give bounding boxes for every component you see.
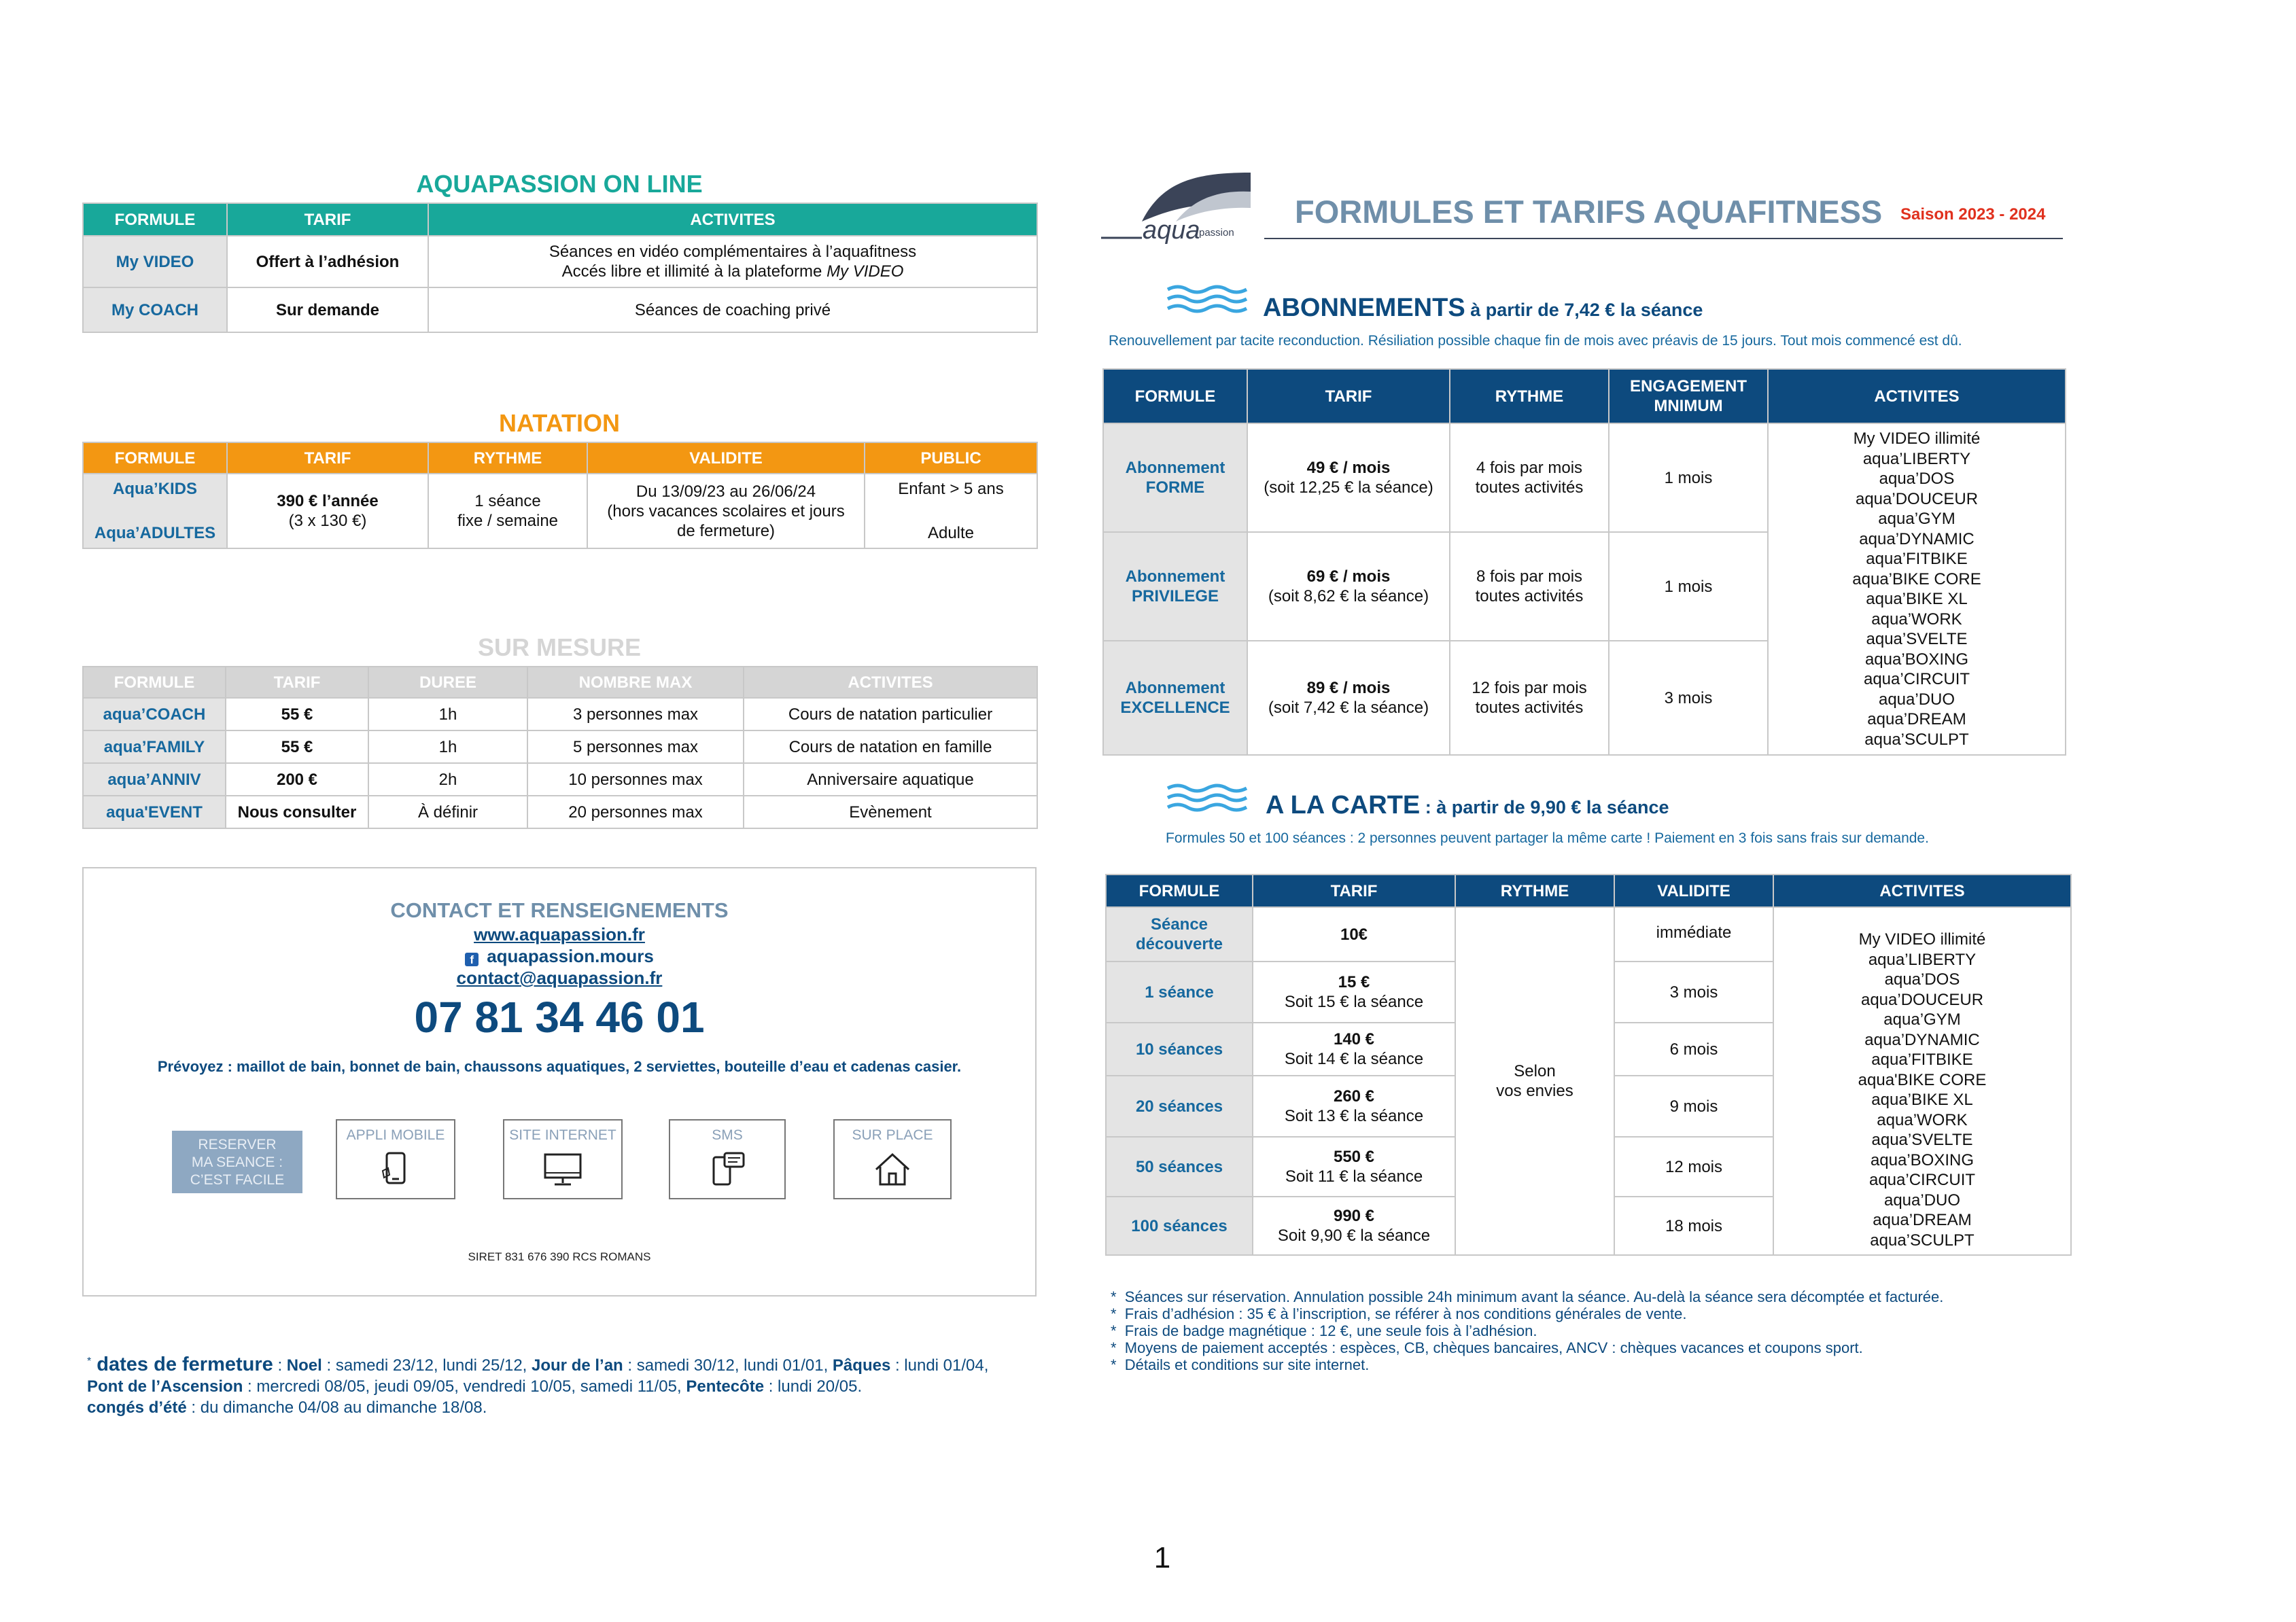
- footnote-text: Détails et conditions sur site internet.: [1124, 1356, 1370, 1373]
- carte-tarif: [1253, 1197, 1455, 1255]
- fermeture-noel: Noel: [286, 1356, 322, 1375]
- carte-validite: 6 mois: [1614, 1023, 1773, 1076]
- surmesure-header: FORMULE: [83, 667, 226, 698]
- surmesure-header: DUREE: [368, 667, 527, 698]
- table-row: [83, 698, 1037, 730]
- waves-icon: [1166, 783, 1248, 814]
- tile-sur-place[interactable]: [833, 1119, 952, 1199]
- surmesure-duree: 2h: [368, 763, 527, 796]
- surmesure-nombre: 20 personnes max: [527, 796, 744, 828]
- abonnement-formule: [1103, 532, 1247, 641]
- online-header-activites: ACTIVITES: [428, 203, 1037, 236]
- fermeture-jour-value: : samedi 30/12, lundi 01/01,: [623, 1356, 833, 1375]
- carte-tarif: [1253, 1023, 1455, 1076]
- carte-tarif-main: 140 €: [1333, 1030, 1375, 1048]
- carte-tarif: 10€: [1253, 907, 1455, 962]
- abonnement-tarif-sub: (soit 12,25 € la séance): [1264, 478, 1433, 497]
- table-row: [83, 236, 1037, 287]
- activity-item: My VIDEO illimité: [1853, 429, 1981, 448]
- abonnements-header: TARIF: [1247, 369, 1450, 423]
- natation-rythme-line: fixe / semaine: [457, 512, 559, 530]
- abonnement-rythme-line: toutes activités: [1475, 699, 1584, 717]
- activity-item: aqua’SVELTE: [1866, 630, 1968, 648]
- email-link[interactable]: contact@aquapassion.fr: [456, 968, 663, 988]
- online-act-italic: My VIDEO: [827, 262, 904, 281]
- abonnements-header-line: MNIMUM: [1654, 397, 1723, 415]
- abonnement-engagement: 1 mois: [1609, 423, 1768, 532]
- online-act-line: Séances en vidéo complémentaires à l’aquafitness: [549, 243, 917, 261]
- activity-item: aqua’DOS: [1879, 470, 1955, 488]
- fermeture-label: dates de fermeture: [91, 1354, 273, 1375]
- carte-rythme: [1455, 907, 1614, 1255]
- table-row: [83, 474, 1037, 548]
- siret-text: SIRET 831 676 390 RCS ROMANS: [468, 1250, 651, 1263]
- activity-item: aqua’WORK: [1877, 1110, 1968, 1129]
- carte-title: A LA CARTE: [1266, 791, 1421, 819]
- natation-header: PUBLIC: [865, 442, 1037, 474]
- online-activites: [428, 236, 1037, 287]
- carte-tarif-main: 990 €: [1333, 1207, 1375, 1225]
- activity-item: aqua’DYNAMIC: [1859, 529, 1975, 548]
- abonnement-rythme-line: toutes activités: [1475, 478, 1584, 497]
- abonnement-engagement: 1 mois: [1609, 532, 1768, 641]
- natation-tarif-main: 390 € l’année: [277, 492, 379, 510]
- abonnement-activites: [1768, 423, 2066, 755]
- surmesure-formule: aqua'EVENT: [83, 796, 226, 828]
- activity-item: aqua’GYM: [1883, 1010, 1961, 1029]
- abonnement-rythme-line: toutes activités: [1475, 587, 1584, 605]
- activity-item: aqua'BIKE CORE: [1858, 1070, 1987, 1089]
- carte-subtitle: : à partir de 9,90 € la séance: [1420, 797, 1669, 817]
- footnote-text: Frais de badge magnétique : 12 €, une seule fois à l’adhésion.: [1124, 1322, 1537, 1339]
- sms-icon: [707, 1150, 748, 1188]
- carte-tarif: [1253, 1076, 1455, 1137]
- carte-formule: 20 séances: [1106, 1076, 1253, 1137]
- natation-validite-line: (hors vacances scolaires et jours: [607, 501, 845, 521]
- natation-header: FORMULE: [83, 442, 227, 474]
- carte-tarif-main: 15 €: [1338, 973, 1370, 991]
- fermeture-text: [87, 1351, 998, 1418]
- carte-validite: 18 mois: [1614, 1197, 1773, 1255]
- surmesure-tarif: 200 €: [226, 763, 368, 796]
- abonnement-engagement: 3 mois: [1609, 641, 1768, 755]
- abonnement-formule: [1103, 641, 1247, 755]
- activity-item: aqua’LIBERTY: [1868, 950, 1977, 969]
- natation-rythme-line: 1 séance: [474, 492, 541, 510]
- abonnement-rythme: [1450, 641, 1609, 755]
- abonnements-header: RYTHME: [1450, 369, 1609, 423]
- fermeture-pentecote: Pentecôte: [686, 1377, 765, 1396]
- abonnement-formule-line: Abonnement: [1125, 679, 1225, 697]
- footnote: * Moyens de paiement acceptés : espèces, CB, chèques bancaires, ANCV : chèques vacances et coupons sport.: [1111, 1339, 1863, 1356]
- fermeture-ascension: Pont de l’Ascension: [87, 1377, 243, 1396]
- abonnement-formule-line: EXCELLENCE: [1120, 699, 1230, 717]
- fermeture-paques-value: : lundi 01/04,: [890, 1356, 989, 1375]
- natation-validite: [587, 474, 865, 548]
- facebook-link[interactable]: aquapassion.mours: [487, 946, 654, 966]
- surmesure-activites: Cours de natation en famille: [744, 730, 1037, 763]
- activity-item: aqua’BOXING: [1870, 1150, 1975, 1169]
- smartphone-icon: [379, 1150, 413, 1188]
- carte-header: RYTHME: [1455, 875, 1614, 907]
- carte-formule: 1 séance: [1106, 962, 1253, 1023]
- fermeture-pentecote-value: : lundi 20/05.: [764, 1377, 863, 1396]
- online-activites: Séances de coaching privé: [428, 287, 1037, 332]
- surmesure-header: ACTIVITES: [744, 667, 1037, 698]
- carte-header: TARIF: [1253, 875, 1455, 907]
- online-header-tarif: TARIF: [227, 203, 428, 236]
- carte-table: [1105, 874, 2072, 1256]
- abonnement-tarif: [1247, 641, 1450, 755]
- footnote: * Séances sur réservation. Annulation possible 24h minimum avant la séance. Au-delà la séance sera décomptée et facturée.: [1111, 1288, 1944, 1305]
- abonnement-formule-line: Abonnement: [1125, 459, 1225, 477]
- footnote: * Détails et conditions sur site internet.: [1111, 1356, 1370, 1373]
- abonnements-title: ABONNEMENTS: [1263, 294, 1465, 322]
- online-formule: My VIDEO: [83, 236, 227, 287]
- tile-label: SUR PLACE: [852, 1127, 933, 1143]
- carte-note: Formules 50 et 100 séances : 2 personnes peuvent partager la même carte ! Paiement en 3 fois sans frais sur demande.: [1166, 830, 1929, 846]
- fermeture-sep: :: [273, 1356, 287, 1375]
- home-icon: [872, 1150, 913, 1188]
- activity-item: aqua’DREAM: [1867, 710, 1966, 728]
- phone-number[interactable]: 07 81 34 46 01: [414, 993, 705, 1042]
- surmesure-tarif: 55 €: [226, 730, 368, 763]
- carte-validite: 12 mois: [1614, 1137, 1773, 1197]
- activity-item: My VIDEO illimité: [1858, 930, 1986, 949]
- carte-header: FORMULE: [1106, 875, 1253, 907]
- surmesure-activites: Cours de natation particulier: [744, 698, 1037, 730]
- abonnements-note: Renouvellement par tacite reconduction. Résiliation possible chaque fin de mois avec préavis de 15 jours. Tout mois commencé est dû.: [1109, 333, 1962, 349]
- footnote: * Frais de badge magnétique : 12 €, une seule fois à l’adhésion.: [1111, 1322, 1537, 1339]
- carte-tarif-main: 260 €: [1333, 1087, 1375, 1106]
- carte-formule-line: découverte: [1135, 935, 1223, 953]
- activity-item: aqua’BIKE XL: [1871, 1091, 1973, 1109]
- waves-icon: [1166, 284, 1248, 315]
- carte-activites: [1773, 907, 2071, 1255]
- abonnements-header: ACTIVITES: [1768, 369, 2066, 423]
- table-row: [83, 796, 1037, 828]
- natation-formule: [83, 474, 227, 548]
- carte-formule-line: Séance: [1150, 915, 1208, 934]
- carte-tarif-main: 550 €: [1333, 1148, 1375, 1166]
- abonnement-formule-line: Abonnement: [1125, 567, 1225, 586]
- abonnements-header: [1609, 369, 1768, 423]
- abonnement-rythme: [1450, 532, 1609, 641]
- abonnement-tarif-main: 49 € / mois: [1306, 459, 1391, 477]
- abonnement-rythme: [1450, 423, 1609, 532]
- surmesure-header: NOMBRE MAX: [527, 667, 744, 698]
- natation-tarif: [227, 474, 428, 548]
- tile-label: APPLI MOBILE: [346, 1127, 445, 1143]
- logo-subtext: passion: [1199, 227, 1234, 239]
- footnote-text: Moyens de paiement acceptés : espèces, CB, chèques bancaires, ANCV : chèques vacances et coupons sport.: [1124, 1339, 1863, 1356]
- surmesure-nombre: 3 personnes max: [527, 698, 744, 730]
- activity-item: aqua’SVELTE: [1871, 1131, 1973, 1149]
- fermeture-conges: congés d’été: [87, 1398, 187, 1417]
- carte-tarif-sub: Soit 9,90 € la séance: [1277, 1227, 1431, 1245]
- carte-formule: 100 séances: [1106, 1197, 1253, 1255]
- abonnement-tarif: [1247, 423, 1450, 532]
- activity-item: aqua’DREAM: [1873, 1211, 1972, 1229]
- activity-item: aqua’CIRCUIT: [1868, 1171, 1976, 1189]
- activity-item: aqua’BIKE XL: [1866, 590, 1968, 608]
- carte-validite: 3 mois: [1614, 962, 1773, 1023]
- tile-appli-mobile[interactable]: [336, 1119, 455, 1199]
- reserve-button[interactable]: [172, 1131, 302, 1193]
- online-formule: My COACH: [83, 287, 227, 332]
- abonnement-formule: [1103, 423, 1247, 532]
- surmesure-nombre: 5 personnes max: [527, 730, 744, 763]
- activity-item: aqua’DYNAMIC: [1864, 1030, 1980, 1049]
- activity-item: aqua’DUO: [1883, 1191, 1961, 1210]
- activity-item: aqua’DOS: [1884, 970, 1960, 989]
- natation-formule-kids: Aqua’KIDS: [112, 480, 197, 498]
- online-act-line: [433, 262, 1032, 281]
- online-act-text: Accés libre et illimité à la plateforme: [561, 262, 827, 281]
- natation-public: [865, 474, 1037, 548]
- natation-validite-line: de fermeture): [676, 521, 776, 540]
- footnote-text: Frais d’adhésion : 35 € à l’inscription, se référer à nos conditions générales de vente.: [1124, 1305, 1687, 1322]
- activity-item: aqua’BOXING: [1864, 650, 1969, 669]
- surmesure-activites: Anniversaire aquatique: [744, 763, 1037, 796]
- natation-header: VALIDITE: [587, 442, 865, 474]
- carte-validite: 9 mois: [1614, 1076, 1773, 1137]
- fermeture-paques: Pâques: [832, 1356, 891, 1375]
- surmesure-duree: 1h: [368, 698, 527, 730]
- abonnement-rythme-line: 8 fois par mois: [1476, 567, 1583, 586]
- page-title: FORMULES ET TARIFS AQUAFITNESS: [1295, 194, 1883, 230]
- surmesure-header: TARIF: [226, 667, 368, 698]
- desktop-icon: [542, 1150, 583, 1188]
- tile-label: SMS: [712, 1127, 743, 1143]
- logo-text: aqua: [1143, 216, 1200, 245]
- abonnement-tarif-main: 69 € / mois: [1306, 567, 1391, 586]
- abonnement-tarif-main: 89 € / mois: [1306, 679, 1391, 697]
- abonnements-header: FORMULE: [1103, 369, 1247, 423]
- activity-item: aqua’WORK: [1871, 610, 1962, 629]
- abonnement-tarif-sub: (soit 8,62 € la séance): [1268, 587, 1429, 605]
- abonnement-rythme-line: 12 fois par mois: [1472, 679, 1587, 697]
- surmesure-table: [82, 666, 1038, 829]
- carte-validite: immédiate: [1614, 907, 1773, 962]
- activity-item: aqua’CIRCUIT: [1863, 670, 1970, 688]
- tile-label: SITE INTERNET: [509, 1127, 616, 1143]
- table-row: [83, 287, 1037, 332]
- carte-rythme-line: Selon: [1514, 1062, 1556, 1080]
- natation-public-adulte: Adulte: [927, 524, 975, 542]
- carte-header: ACTIVITES: [1773, 875, 2071, 907]
- surmesure-title: SUR MESURE: [477, 633, 642, 661]
- surmesure-tarif: Nous consulter: [226, 796, 368, 828]
- natation-table: [82, 442, 1038, 549]
- online-tarif: Offert à l’adhésion: [227, 236, 428, 287]
- natation-header: TARIF: [227, 442, 428, 474]
- surmesure-duree: À définir: [368, 796, 527, 828]
- surmesure-formule: aqua’FAMILY: [83, 730, 226, 763]
- surmesure-tarif: 55 €: [226, 698, 368, 730]
- abonnement-tarif-sub: (soit 7,42 € la séance): [1268, 699, 1429, 717]
- tile-site-internet[interactable]: [503, 1119, 623, 1199]
- activity-item: aqua’DOUCEUR: [1855, 489, 1979, 508]
- tile-sms[interactable]: [669, 1119, 786, 1199]
- carte-formule: 50 séances: [1106, 1137, 1253, 1197]
- carte-formule: [1106, 907, 1253, 962]
- abonnements-subtitle: à partir de 7,42 € la séance: [1465, 300, 1703, 320]
- footnote-text: Séances sur réservation. Annulation possible 24h minimum avant la séance. Au-delà la séance sera décomptée et facturée.: [1124, 1288, 1944, 1305]
- fermeture-noel-value: : samedi 23/12, lundi 25/12,: [321, 1356, 532, 1375]
- abonnements-header-line: ENGAGEMENT: [1629, 377, 1747, 395]
- activity-item: aqua’BIKE CORE: [1852, 569, 1981, 588]
- natation-formule-adultes: Aqua’ADULTES: [94, 524, 216, 542]
- footnotes: [1111, 1288, 2076, 1373]
- header-rule: [1264, 238, 2063, 239]
- surmesure-duree: 1h: [368, 730, 527, 763]
- natation-public-enfant: Enfant > 5 ans: [898, 480, 1004, 498]
- reserve-line: MA SEANCE :: [191, 1154, 283, 1170]
- reserve-line: RESERVER: [198, 1137, 277, 1152]
- online-tarif: Sur demande: [227, 287, 428, 332]
- activity-item: aqua’SCULPT: [1870, 1231, 1975, 1250]
- carte-tarif-sub: Soit 14 € la séance: [1284, 1050, 1424, 1068]
- fermeture-jour: Jour de l’an: [532, 1356, 623, 1375]
- facebook-icon: f: [465, 953, 479, 966]
- natation-title: NATATION: [499, 409, 620, 437]
- natation-rythme: [428, 474, 587, 548]
- table-row: [1106, 907, 2071, 962]
- natation-validite-line: Du 13/09/23 au 26/06/24: [636, 482, 816, 501]
- fermeture-ascension-value: : mercredi 08/05, jeudi 09/05, vendredi 10/05, samedi 11/05,: [243, 1377, 686, 1396]
- abonnement-tarif: [1247, 532, 1450, 641]
- carte-tarif: [1253, 1137, 1455, 1197]
- footnote: * Frais d’adhésion : 35 € à l’inscription, se référer à nos conditions générales de vente.: [1111, 1305, 1687, 1322]
- carte-rythme-line: vos envies: [1496, 1082, 1573, 1100]
- carte-tarif-sub: Soit 13 € la séance: [1284, 1107, 1424, 1125]
- abonnements-table: [1102, 368, 2066, 756]
- natation-tarif-sub: (3 x 130 €): [288, 512, 367, 530]
- online-table: [82, 202, 1038, 333]
- saison-label: Saison 2023 - 2024: [1900, 205, 2046, 224]
- online-header-formule: FORMULE: [83, 203, 227, 236]
- carte-tarif-sub: Soit 11 € la séance: [1285, 1167, 1423, 1186]
- page-number: 1: [1153, 1541, 1171, 1574]
- online-title: AQUAPASSION ON LINE: [416, 170, 703, 198]
- surmesure-formule: aqua’ANNIV: [83, 763, 226, 796]
- surmesure-activites: Evènement: [744, 796, 1037, 828]
- reserve-line: C’EST FACILE: [190, 1172, 285, 1188]
- abonnement-formule-line: FORME: [1145, 478, 1205, 497]
- activity-item: aqua’GYM: [1878, 510, 1955, 528]
- surmesure-nombre: 10 personnes max: [527, 763, 744, 796]
- natation-header: RYTHME: [428, 442, 587, 474]
- activity-item: aqua’DOUCEUR: [1860, 990, 1984, 1009]
- fermeture-conges-value: : du dimanche 04/08 au dimanche 18/08.: [186, 1398, 487, 1417]
- carte-tarif: [1253, 962, 1455, 1023]
- activity-item: aqua’FITBIKE: [1866, 550, 1968, 568]
- table-row: [1103, 423, 2066, 532]
- carte-header: VALIDITE: [1614, 875, 1773, 907]
- table-row: [83, 763, 1037, 796]
- carte-formule: 10 séances: [1106, 1023, 1253, 1076]
- website-link[interactable]: www.aquapassion.fr: [474, 924, 645, 945]
- carte-tarif-sub: Soit 15 € la séance: [1284, 993, 1424, 1011]
- surmesure-formule: aqua’COACH: [83, 698, 226, 730]
- table-row: [83, 730, 1037, 763]
- activity-item: aqua’SCULPT: [1864, 730, 1969, 749]
- fermeture-star: *: [87, 1356, 92, 1367]
- abonnement-rythme-line: 4 fois par mois: [1476, 459, 1583, 477]
- activity-item: aqua’FITBIKE: [1871, 1051, 1973, 1069]
- abonnement-formule-line: PRIVILEGE: [1131, 587, 1219, 605]
- contact-title: CONTACT ET RENSEIGNEMENTS: [390, 898, 729, 922]
- activity-item: aqua’DUO: [1878, 690, 1955, 709]
- prevoyez-text: Prévoyez : maillot de bain, bonnet de bain, chaussons aquatiques, 2 serviettes, bouteille d’eau et cadenas casier.: [157, 1058, 962, 1075]
- activity-item: aqua’LIBERTY: [1862, 449, 1971, 468]
